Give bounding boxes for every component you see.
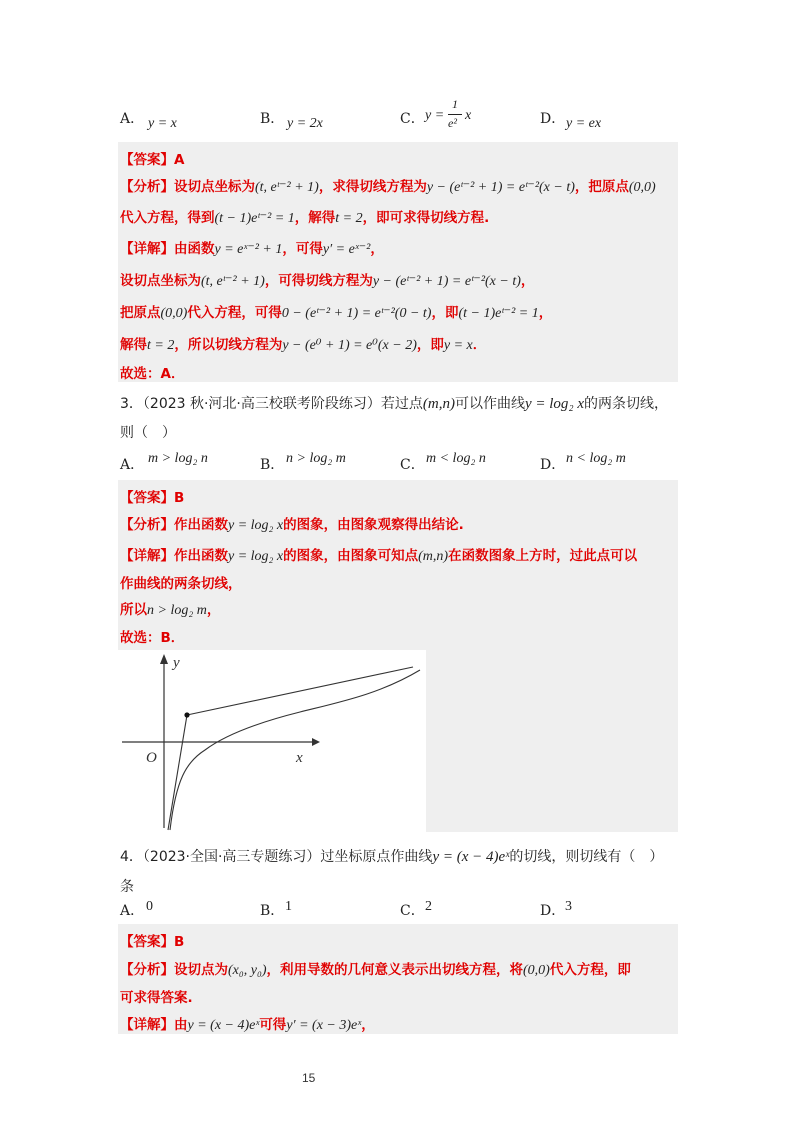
math: y = (x − 4)eˣ bbox=[432, 849, 510, 865]
origin-label: O bbox=[146, 750, 157, 766]
q4-option-b-label: B． bbox=[260, 903, 285, 919]
detail-2-line-3 bbox=[120, 598, 220, 619]
text: ，即可求得切线方程. bbox=[362, 210, 490, 226]
option-c-num: 1 bbox=[452, 97, 458, 111]
text: ， bbox=[206, 602, 221, 618]
text: 的切线，则切线有（ ） bbox=[509, 849, 664, 865]
math: y = x bbox=[443, 338, 473, 353]
graph-side-shade bbox=[426, 650, 678, 832]
text: 代入方程，即 bbox=[549, 962, 631, 978]
text: 的图象，由图象可知点 bbox=[283, 548, 419, 564]
text: 的两条切线， bbox=[584, 396, 669, 412]
math: y − (e⁰ + 1) = e⁰(x − 2) bbox=[282, 338, 417, 353]
text: ，利用导数的几何意义表示出切线方程，将 bbox=[266, 962, 523, 978]
text: 所以 bbox=[120, 602, 147, 618]
text: ，解得 bbox=[294, 210, 336, 226]
math: (t, eᵗ⁻² + 1) bbox=[201, 274, 265, 289]
math: y − (eᵗ⁻² + 1) = eᵗ⁻²(x − t) bbox=[372, 274, 521, 289]
math: (t − 1)eᵗ⁻² = 1 bbox=[214, 211, 295, 226]
text: 设切点坐标为 bbox=[120, 273, 201, 289]
answer-1: 【答案】A bbox=[120, 152, 185, 168]
text: ，可得 bbox=[282, 241, 323, 257]
detail-1-line-3 bbox=[120, 301, 552, 322]
x-axis-label: x bbox=[296, 750, 303, 766]
text: 的图象，由图象观察得出结论. bbox=[283, 517, 464, 533]
text: 3．（2023 秋·河北·高三校联考阶段练习）若过点 bbox=[120, 396, 423, 412]
analysis-1-line-2 bbox=[120, 206, 489, 227]
text: 【分析】设切点坐标为 bbox=[120, 179, 255, 195]
detail-2-line-1 bbox=[120, 544, 637, 565]
math: (0,0) bbox=[628, 180, 656, 195]
math: 0 − (eᵗ⁻² + 1) = eᵗ⁻²(0 − t) bbox=[281, 306, 432, 321]
text: 【分析】设切点为 bbox=[120, 962, 228, 978]
text: ，即 bbox=[431, 305, 459, 321]
math: y′ = (x − 3)eˣ bbox=[286, 1018, 362, 1033]
math: y = (x − 4)eˣ bbox=[187, 1018, 260, 1033]
math: t = 2 bbox=[147, 338, 175, 353]
question-3-line-1 bbox=[120, 393, 668, 413]
option-b-label: B． bbox=[260, 111, 285, 127]
detail-2-line-2: 作曲线的两条切线， bbox=[120, 576, 242, 592]
text: 代入方程，得到 bbox=[120, 210, 215, 226]
option-c-expr-pre: y = bbox=[425, 108, 445, 123]
q3-option-d-expr: n < log₂ m bbox=[566, 451, 626, 466]
question-4-line-2: 条 bbox=[120, 879, 134, 895]
option-d-label: D． bbox=[540, 111, 566, 127]
math: (m,n) bbox=[422, 396, 455, 412]
text: 4．（2023·全国·高三专题练习）过坐标原点作曲线 bbox=[120, 849, 433, 865]
text: 【分析】作出函数 bbox=[120, 517, 228, 533]
math: y = log₂ x bbox=[228, 518, 284, 533]
math: (t, eᵗ⁻² + 1) bbox=[255, 180, 319, 195]
detail-3-line-1 bbox=[120, 1013, 375, 1034]
detail-1-line-4 bbox=[120, 333, 486, 354]
text: 代入方程，可得 bbox=[187, 305, 282, 321]
analysis-2-line-1 bbox=[120, 513, 464, 534]
text: ，可得切线方程为 bbox=[264, 273, 373, 289]
math: t = 2 bbox=[335, 211, 363, 226]
q3-option-c-label: C． bbox=[400, 457, 425, 473]
math: (t − 1)eᵗ⁻² = 1 bbox=[458, 306, 539, 321]
detail-1-line-1 bbox=[120, 237, 384, 258]
option-a-label: A． bbox=[120, 111, 145, 127]
text: 把原点 bbox=[120, 305, 161, 321]
option-c-den: e² bbox=[448, 116, 457, 130]
q3-option-d-label: D． bbox=[540, 457, 566, 473]
q4-option-a-label: A． bbox=[120, 903, 145, 919]
math: y = log₂ x bbox=[228, 549, 284, 564]
answer-3: 【答案】B bbox=[120, 934, 185, 950]
q4-option-c-expr: 2 bbox=[425, 899, 432, 914]
option-c-expr-post: x bbox=[465, 108, 472, 123]
text: ，求得切线方程为 bbox=[318, 179, 427, 195]
answer-block-1 bbox=[118, 142, 678, 382]
q3-option-a-expr: m > log₂ n bbox=[148, 451, 208, 466]
text: ． bbox=[472, 337, 487, 353]
q4-option-d-label: D． bbox=[540, 903, 566, 919]
q4-option-c-label: C． bbox=[400, 903, 425, 919]
fraction-bar bbox=[448, 114, 462, 115]
text: 可以作曲线 bbox=[454, 396, 525, 412]
math: (m,n) bbox=[418, 549, 449, 564]
q3-option-a-label: A． bbox=[120, 457, 145, 473]
math: (0,0) bbox=[160, 306, 188, 321]
answer-block-3 bbox=[118, 924, 678, 1034]
text: 【详解】作出函数 bbox=[120, 548, 228, 564]
q3-option-b-label: B． bbox=[260, 457, 285, 473]
text: ，即 bbox=[416, 337, 444, 353]
q4-option-a-expr: 0 bbox=[146, 899, 153, 914]
math: y − (eᵗ⁻² + 1) = eᵗ⁻²(x − t) bbox=[426, 180, 575, 195]
text: 【详解】由 bbox=[120, 1017, 188, 1033]
text: 【详解】由函数 bbox=[120, 241, 215, 257]
analysis-3-line-1 bbox=[120, 958, 631, 979]
q4-option-d-expr: 3 bbox=[565, 899, 572, 914]
final-answer-1: 故选：A． bbox=[120, 366, 185, 382]
final-answer-2: 故选：B． bbox=[120, 630, 185, 646]
text: 在函数图象上方时，过此点可以 bbox=[448, 548, 638, 564]
log-graph bbox=[120, 650, 426, 832]
point-mn bbox=[184, 712, 189, 717]
option-c-label: C． bbox=[400, 111, 425, 127]
option-a-expr: y = x bbox=[148, 116, 177, 131]
answer-2: 【答案】B bbox=[120, 490, 185, 506]
math: n > log₂ m bbox=[147, 603, 207, 618]
answer-block-2 bbox=[118, 480, 678, 650]
detail-1-line-2 bbox=[120, 269, 534, 290]
text: ， bbox=[370, 241, 384, 257]
graph-background bbox=[120, 650, 426, 832]
analysis-3-line-2: 可求得答案. bbox=[120, 990, 193, 1006]
text: ， bbox=[361, 1017, 375, 1033]
text: ，把原点 bbox=[574, 179, 629, 195]
math: y = eˣ⁻² + 1 bbox=[214, 242, 283, 257]
question-4-line-1 bbox=[120, 846, 663, 866]
option-b-expr: y = 2x bbox=[287, 116, 323, 131]
text: 解得 bbox=[120, 337, 147, 353]
text: ， bbox=[538, 305, 553, 321]
y-axis-label: y bbox=[173, 655, 180, 671]
analysis-1-line-1 bbox=[120, 175, 656, 196]
q3-option-b-expr: n > log₂ m bbox=[286, 451, 346, 466]
math: y′ = eˣ⁻² bbox=[322, 242, 371, 257]
q3-option-c-expr: m < log₂ n bbox=[426, 451, 486, 466]
text: ， bbox=[520, 273, 535, 289]
q4-option-b-expr: 1 bbox=[285, 899, 292, 914]
page-number: 15 bbox=[302, 1071, 316, 1085]
math: (0,0) bbox=[523, 963, 550, 978]
text: 可得 bbox=[259, 1017, 287, 1033]
text: ，所以切线方程为 bbox=[174, 337, 283, 353]
option-d-expr: y = ex bbox=[566, 116, 602, 131]
question-3-line-2: 则（ ） bbox=[120, 425, 176, 441]
math: (x₀, y₀) bbox=[228, 963, 267, 978]
math: y = log₂ x bbox=[524, 396, 585, 412]
